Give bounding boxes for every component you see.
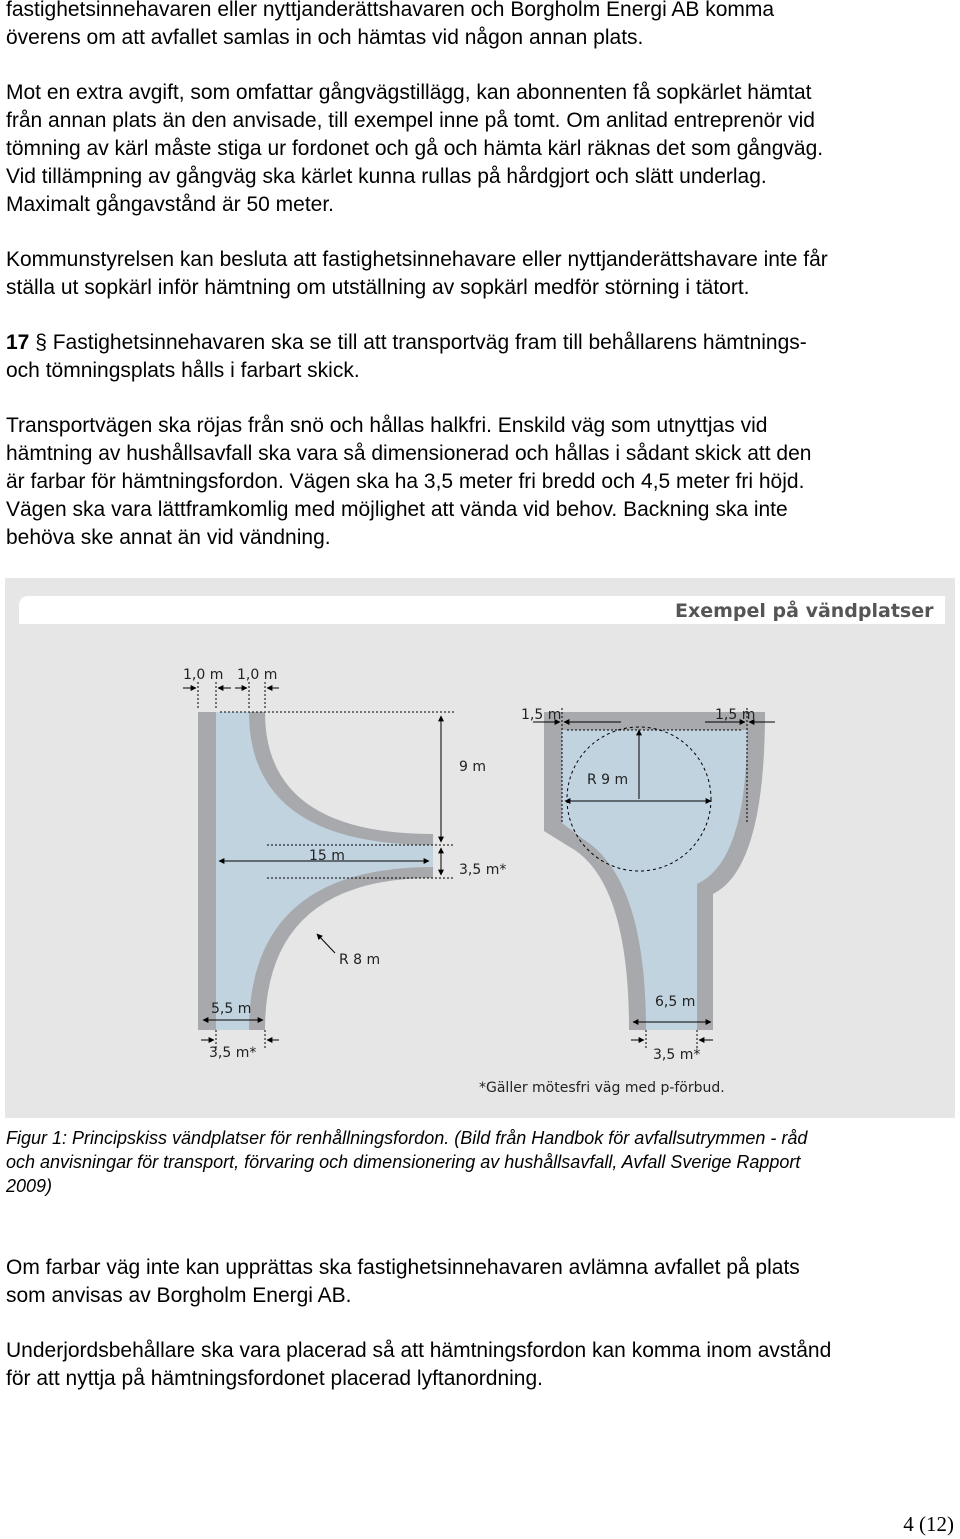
dim-label: 1,0 m xyxy=(237,667,278,683)
radius-label: R 8 m xyxy=(339,952,381,968)
dim-label: 1,5 m xyxy=(715,707,756,723)
section-number: 17 xyxy=(6,331,30,354)
text-line: Maximalt gångavstånd är 50 meter. xyxy=(6,193,335,216)
paragraph-accessible-road xyxy=(6,1254,954,1310)
text-line: behöva ske annat än vid vändning. xyxy=(6,526,331,549)
figure-caption xyxy=(6,1126,954,1198)
text-line: från annan plats än den anvisade, till exempel inne på tomt. Om anlitad entreprenör vid xyxy=(6,109,815,132)
caption-line: Figur 1: Principskiss vändplatser för renhållningsfordon. (Bild från Handbok för avfallsutrymmen - råd xyxy=(6,1128,808,1148)
figure-footnote: *Gäller mötesfri väg med p-förbud. xyxy=(479,1080,725,1096)
dim-label: 3,5 m* xyxy=(209,1045,257,1061)
paragraph-municipal-board xyxy=(6,246,954,302)
text-line: Om farbar väg inte kan upprättas ska fastighetsinnehavaren avlämna avfallet på plats xyxy=(6,1256,800,1279)
text-line: Mot en extra avgift, som omfattar gångvägstillägg, kan abonnenten få sopkärlet hämtat xyxy=(6,81,812,104)
turning-area-diagram xyxy=(5,578,955,1118)
text-line: fastighetsinnehavaren eller nyttjanderättshavaren och Borgholm Energi AB komma xyxy=(6,0,775,21)
paragraph-transport-road xyxy=(6,412,954,552)
text-line: för att nyttja på hämtningsfordonet placerad lyftanordning. xyxy=(6,1367,543,1390)
text-line xyxy=(6,329,954,357)
text-line: tömning av kärl måste stiga ur fordonet och gå och hämta kärl räknas det som gångväg. xyxy=(6,137,824,160)
paragraph-section-17 xyxy=(6,329,954,385)
paragraph-walkway xyxy=(6,79,954,219)
dim-label: 9 m xyxy=(459,759,486,775)
text-line: hämtning av hushållsavfall ska vara så dimensionerad och hållas i sådant skick att den xyxy=(6,442,812,465)
figure-background xyxy=(5,578,955,1118)
caption-line: och anvisningar för transport, förvaring och dimensionering av hushållsavfall, Avfall Sverige Rapport xyxy=(6,1152,801,1172)
dim-label: 1,0 m xyxy=(183,667,224,683)
section-text: Fastighetsinnehavaren ska se till att transportväg fram till behållarens hämtnings- xyxy=(52,331,807,354)
radius-label: R 9 m xyxy=(587,772,629,788)
section-sign: § xyxy=(35,331,47,354)
figure-title: Exempel på vändplatser xyxy=(675,600,934,622)
dim-label: 1,5 m xyxy=(521,707,562,723)
dim-label: 15 m xyxy=(309,848,345,864)
dim-label: 3,5 m* xyxy=(459,862,507,878)
paragraph-intro xyxy=(6,0,954,52)
paragraph-underground-container xyxy=(6,1337,954,1393)
caption-line: 2009) xyxy=(6,1176,53,1196)
text-line: Vid tillämpning av gångväg ska kärlet kunna rullas på hårdgjort och slätt underlag. xyxy=(6,165,767,188)
text-line: och tömningsplats hålls i farbart skick. xyxy=(6,359,360,382)
dim-label: 6,5 m xyxy=(655,994,696,1010)
page-number: 4 (12) xyxy=(903,1512,954,1536)
text-line: Vägen ska vara lättframkomlig med möjlighet att vända vid behov. Backning ska inte xyxy=(6,498,788,521)
text-line: Transportvägen ska röjas från snö och hållas halkfri. Enskild väg som utnyttjas vid xyxy=(6,414,768,437)
text-line: som anvisas av Borgholm Energi AB. xyxy=(6,1284,352,1307)
dim-label: 3,5 m* xyxy=(653,1047,701,1063)
text-line: är farbar för hämtningsfordon. Vägen ska ha 3,5 meter fri bredd och 4,5 meter fri höjd. xyxy=(6,470,805,493)
text-line: ställa ut sopkärl inför hämtning om utställning av sopkärl medför störning i tätort. xyxy=(6,276,750,299)
turning-area-figure xyxy=(5,578,955,1118)
text-line: Underjordsbehållare ska vara placerad så att hämtningsfordon kan komma inom avstånd xyxy=(6,1339,832,1362)
dim-label: 5,5 m xyxy=(211,1001,252,1017)
text-line: Kommunstyrelsen kan besluta att fastighetsinnehavare eller nyttjanderättshavare inte får xyxy=(6,248,828,271)
text-line: överens om att avfallet samlas in och hämtas vid någon annan plats. xyxy=(6,26,644,49)
